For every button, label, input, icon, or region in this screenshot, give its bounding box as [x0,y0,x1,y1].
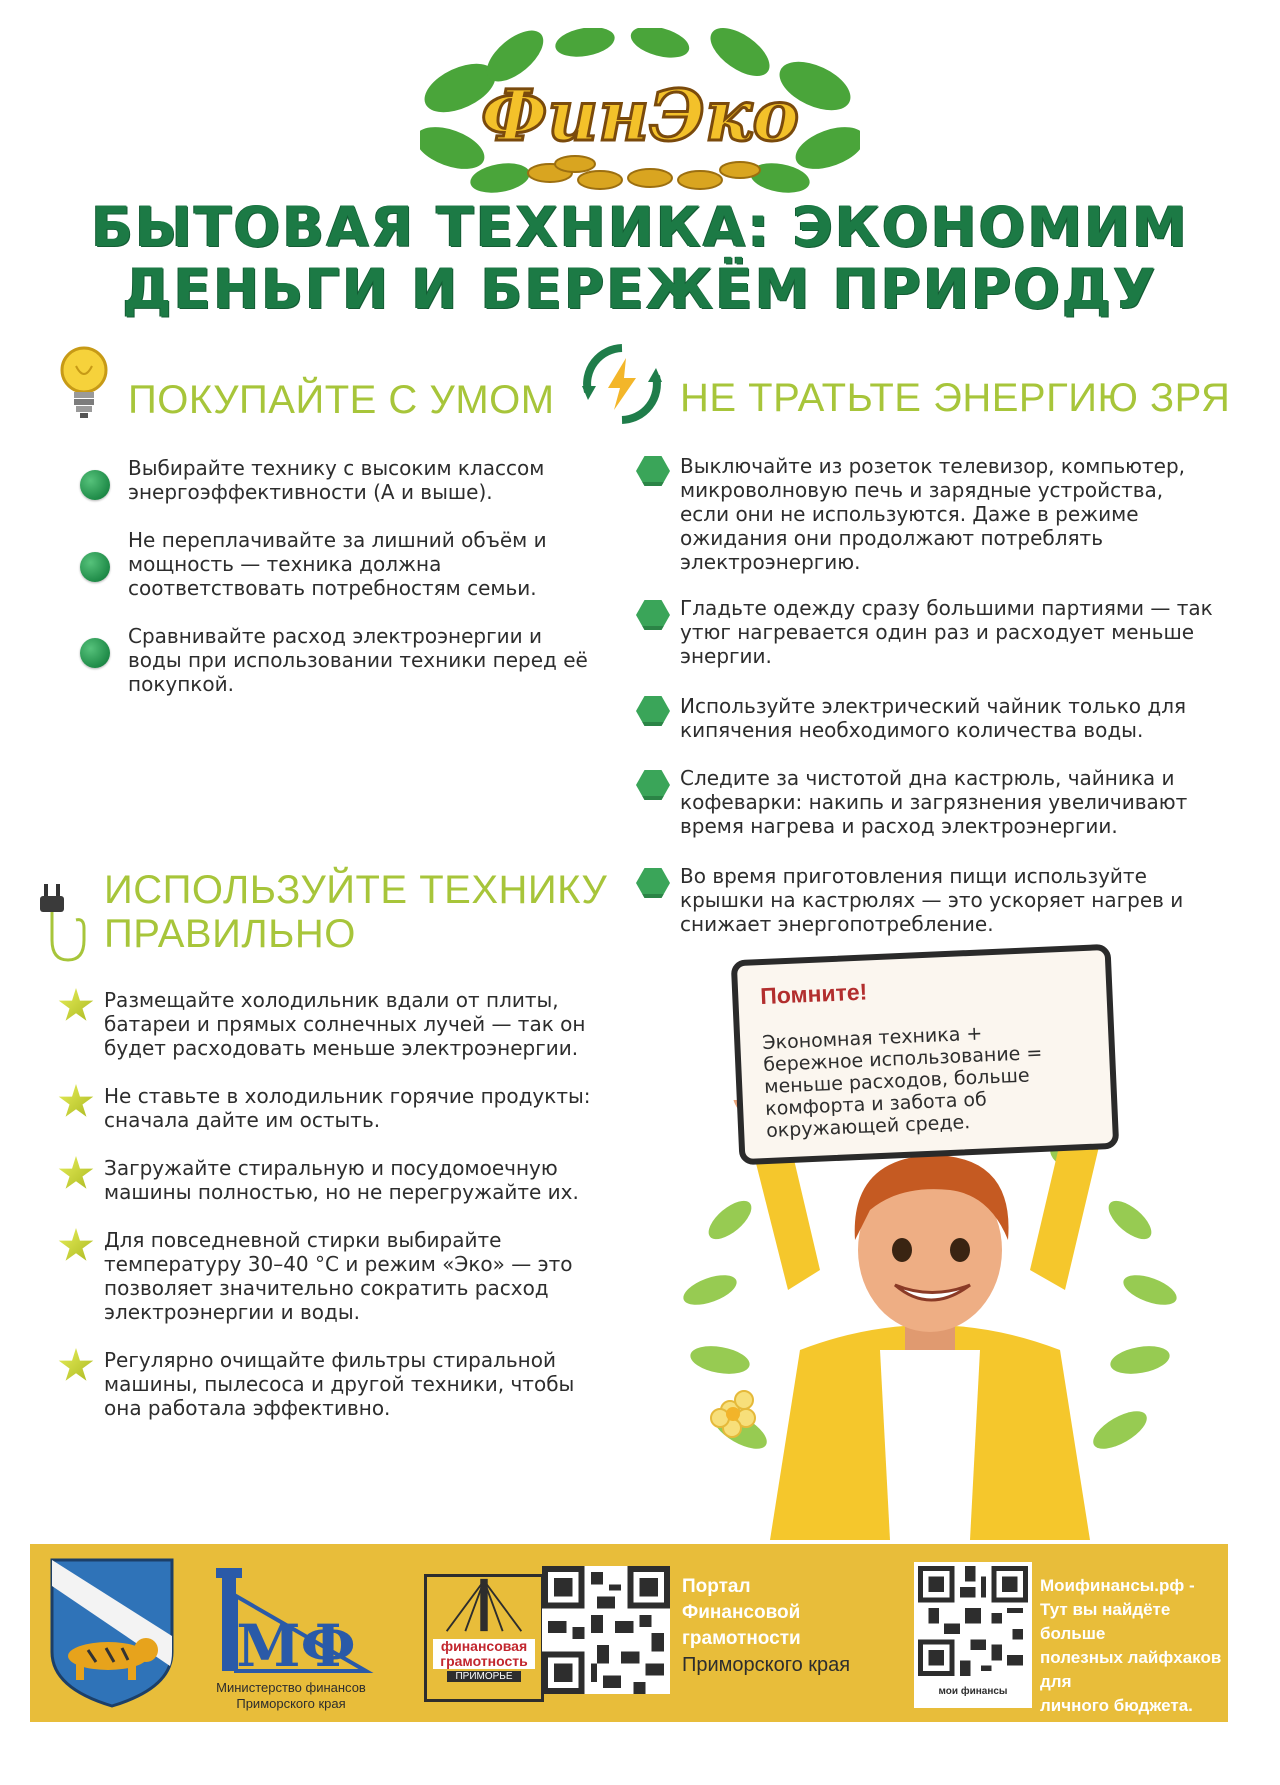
list-item: Сравнивайте расход электроэнергии и воды при использовании техники перед её покупкой. [88,624,588,720]
fingram-line-1: финансовая [440,1638,528,1654]
list-item: Не ставьте в холодильник горячие продукты: сначала дайте им остыть. [60,1084,615,1156]
moifin-line-4: личного бюджета. [1040,1696,1193,1715]
logo-text: ФинЭко [480,74,800,157]
finecko-logo [420,28,860,198]
star-bullet-icon [58,988,94,1024]
plug-icon [38,880,98,980]
ministry-logo-text: МФ [236,1612,356,1676]
green-dot-bullet-icon [80,638,110,668]
portal-line-4: Приморского края [682,1654,851,1676]
green-dot-bullet-icon [80,552,110,582]
green-hexagon-bullet-icon [636,696,670,726]
list-item: Не переплачивайте за лишний объём и мощность — техника должна соответствовать потребностям семьи. [88,528,588,624]
list-item: Для повседневной стирки выбирайте температуру 30–40 °С и режим «Эко» — это позволяет значительно сократить расход электроэнергии и воды. [60,1228,615,1348]
moifinansy-badge: мои финансы [938,1686,1008,1697]
list-item: Выключайте из розеток телевизор, компьютер, микроволновую печь и зарядные устройства, если они не используются. Даже в режиме ожидания они продолжают потреблять электроэнергию. [636,454,1216,596]
fingram-line-3: ПРИМОРЬЕ [447,1671,521,1682]
ministry-name-line-2: Приморского края [236,1696,346,1711]
fingram-line-2: грамотность [440,1653,528,1669]
primorye-coat-of-arms-icon [48,1556,176,1708]
portal-line-3: грамотности [682,1628,801,1649]
title-line-1: БЫТОВАЯ ТЕХНИКА: ЭКОНОМИМ [91,195,1189,259]
qr-code-moifinansy-icon[interactable] [914,1562,1032,1708]
qr-code-portal-icon[interactable] [542,1566,670,1694]
energy-recycle-icon [578,340,666,428]
moifin-line-2: Тут вы найдёте больше [1040,1600,1171,1643]
green-hexagon-bullet-icon [636,770,670,800]
use-list [60,988,615,1444]
list-item: Загружайте стиральную и посудомоечную машины полностью, но не перегружайте их. [60,1156,615,1228]
star-bullet-icon [58,1348,94,1384]
star-bullet-icon [58,1156,94,1192]
star-bullet-icon [58,1084,94,1120]
green-hexagon-bullet-icon [636,456,670,486]
section-heading-use-line-1: ИСПОЛЬЗУЙТЕ ТЕХНИКУ [104,868,608,912]
lighthouse-icon [206,1556,376,1676]
list-item: Следите за чистотой дна кастрюль, чайника и кофеварки: накипь и загрязнения увеличивают время нагрева и расход электроэнергии. [636,766,1216,864]
portal-line-1: Портал [682,1576,751,1597]
buy-list [88,456,588,720]
star-bullet-icon [58,1228,94,1264]
list-item: Размещайте холодильник вдали от плиты, батареи и прямых солнечных лучей — так он будет расходовать меньше электроэнергии. [60,988,615,1084]
moifin-line-1[interactable]: Моифинансы.рф - [1040,1576,1195,1595]
lightbulb-icon [56,342,112,422]
ministry-finance-logo [206,1556,376,1716]
list-item: Гладьте одежду сразу большими партиями — так утюг нагревается один раз и расходует меньше энергии. [636,596,1216,694]
section-heading-buy: ПОКУПАЙТЕ С УМОМ [128,378,555,422]
list-item: Выбирайте технику с высоким классом энергоэффективности (А и выше). [88,456,588,528]
person-holding-sign-illustration [670,1100,1190,1540]
section-heading-energy: НЕ ТРАТЬТЕ ЭНЕРГИЮ ЗРЯ [680,376,1231,420]
green-hexagon-bullet-icon [636,600,670,630]
moifin-line-3: полезных лайфхаков для [1040,1648,1222,1691]
remember-sign [731,944,1120,1165]
list-item: Используйте электрический чайник только для кипячения необходимого количества воды. [636,694,1216,766]
moifinansy-caption [1040,1574,1226,1718]
green-dot-bullet-icon [80,470,110,500]
section-heading-use [104,868,607,956]
fingram-primorye-logo [424,1574,544,1702]
remember-text: Экономная техника + бережное использование = меньше расходов, больше комфорта и забота об окружающей среде. [761,1022,1043,1142]
footer-banner [30,1544,1228,1722]
title-line-2: ДЕНЬГИ И БЕРЕЖЁМ ПРИРОДУ [122,257,1158,321]
list-item: Регулярно очищайте фильтры стиральной машины, пылесоса и другой техники, чтобы она работала эффективно. [60,1348,615,1444]
portal-caption [682,1574,872,1678]
ministry-name-line-1: Министерство финансов [216,1680,366,1695]
remember-title: Помните! [759,978,868,1010]
portal-line-2: Финансовой [682,1602,801,1623]
energy-list [636,454,1216,944]
bridge-icon [427,1577,541,1633]
section-heading-use-line-2: ПРАВИЛЬНО [104,912,356,956]
list-item: Во время приготовления пищи используйте крышки на кастрюлях — это ускоряет нагрев и снижает энергопотребление. [636,864,1216,944]
green-hexagon-bullet-icon [636,868,670,898]
page-title [80,196,1200,320]
finecko-logo-art [420,28,860,198]
